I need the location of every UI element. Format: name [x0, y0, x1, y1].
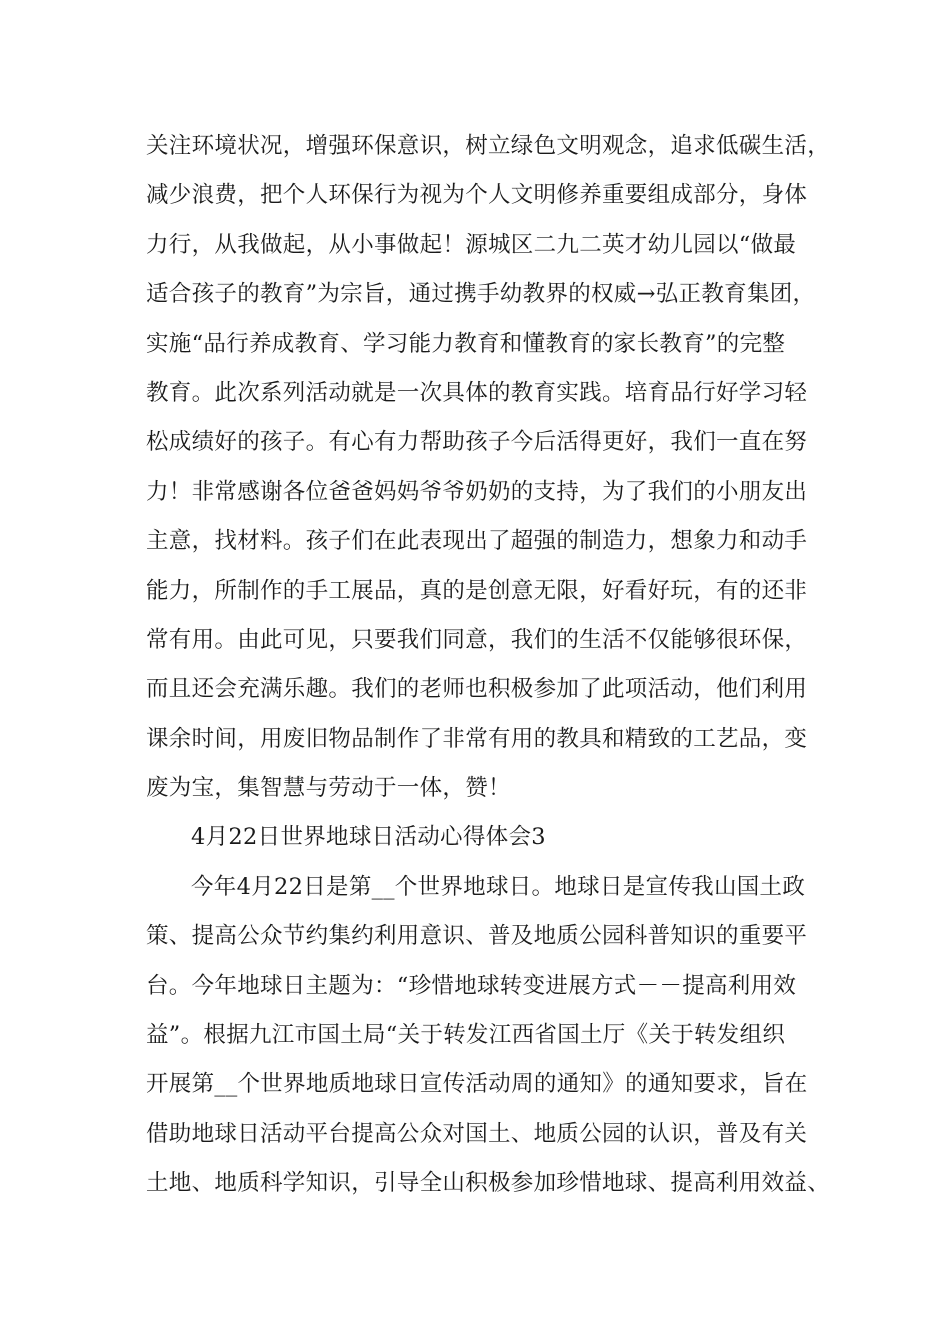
paragraph-line: 废为宝，集智慧与劳动于一体，赞！ [146, 775, 511, 802]
paragraph-line: 而且还会充满乐趣。我们的老师也积极参加了此项活动，他们利用 [146, 676, 808, 703]
paragraph-line: 常有用。由此可见，只要我们同意，我们的生活不仅能够很环保， [146, 626, 808, 653]
section-heading: 4月22日世界地球日活动心得体会3 [191, 824, 546, 851]
paragraph-line: 课余时间，用废旧物品制作了非常有用的教具和精致的工艺品，变 [146, 725, 808, 752]
document-body [146, 122, 836, 1209]
paragraph-line: 借助地球日活动平台提高公众对国土、地质公园的认识，普及有关 [146, 1120, 808, 1147]
paragraph-line: 能力，所制作的手工展品，真的是创意无限，好看好玩，有的还非 [146, 577, 808, 604]
paragraph-line: 台。今年地球日主题为：“珍惜地球转变进展方式－－提高利用效 [146, 972, 797, 999]
paragraph-line: 益”。根据九江市国土局“关于转发江西省国土厅《关于转发组织 [146, 1022, 786, 1049]
paragraph-line: 策、提高公众节约集约利用意识、普及地质公园科普知识的重要平 [146, 923, 808, 950]
paragraph-line: 教育。此次系列活动就是一次具体的教育实践。培育品行好学习轻 [146, 379, 808, 406]
paragraph-line: 力！非常感谢各位爸爸妈妈爷爷奶奶的支持，为了我们的小朋友出 [146, 478, 808, 505]
paragraph-line: 力行，从我做起，从小事做起！源城区二九二英才幼儿园以“做最 [146, 231, 797, 258]
paragraph-line: 减少浪费，把个人环保行为视为个人文明修养重要组成部分，身体 [146, 182, 808, 209]
paragraph-line: 土地、地质科学知识，引导全山积极参加珍惜地球、提高利用效益、 [146, 1170, 831, 1197]
paragraph-line: 今年4月22日是第__个世界地球日。地球日是宣传我山国土政 [191, 873, 806, 900]
paragraph-line: 适合孩子的教育”为宗旨，通过携手幼教界的权威→弘正教育集团， [146, 281, 816, 308]
paragraph-line: 关注环境状况，增强环保意识，树立绿色文明观念，追求低碳生活， [146, 133, 831, 159]
paragraph-line: 主意，找材料。孩子们在此表现出了超强的制造力，想象力和动手 [146, 528, 808, 555]
paragraph-line: 实施“品行养成教育、学习能力教育和懂教育的家长教育”的完整 [146, 330, 786, 357]
paragraph-line: 松成绩好的孩子。有心有力帮助孩子今后活得更好，我们一直在努 [146, 429, 808, 456]
paragraph-line: 开展第__个世界地质地球日宣传活动周的通知》的通知要求，旨在 [146, 1071, 808, 1098]
